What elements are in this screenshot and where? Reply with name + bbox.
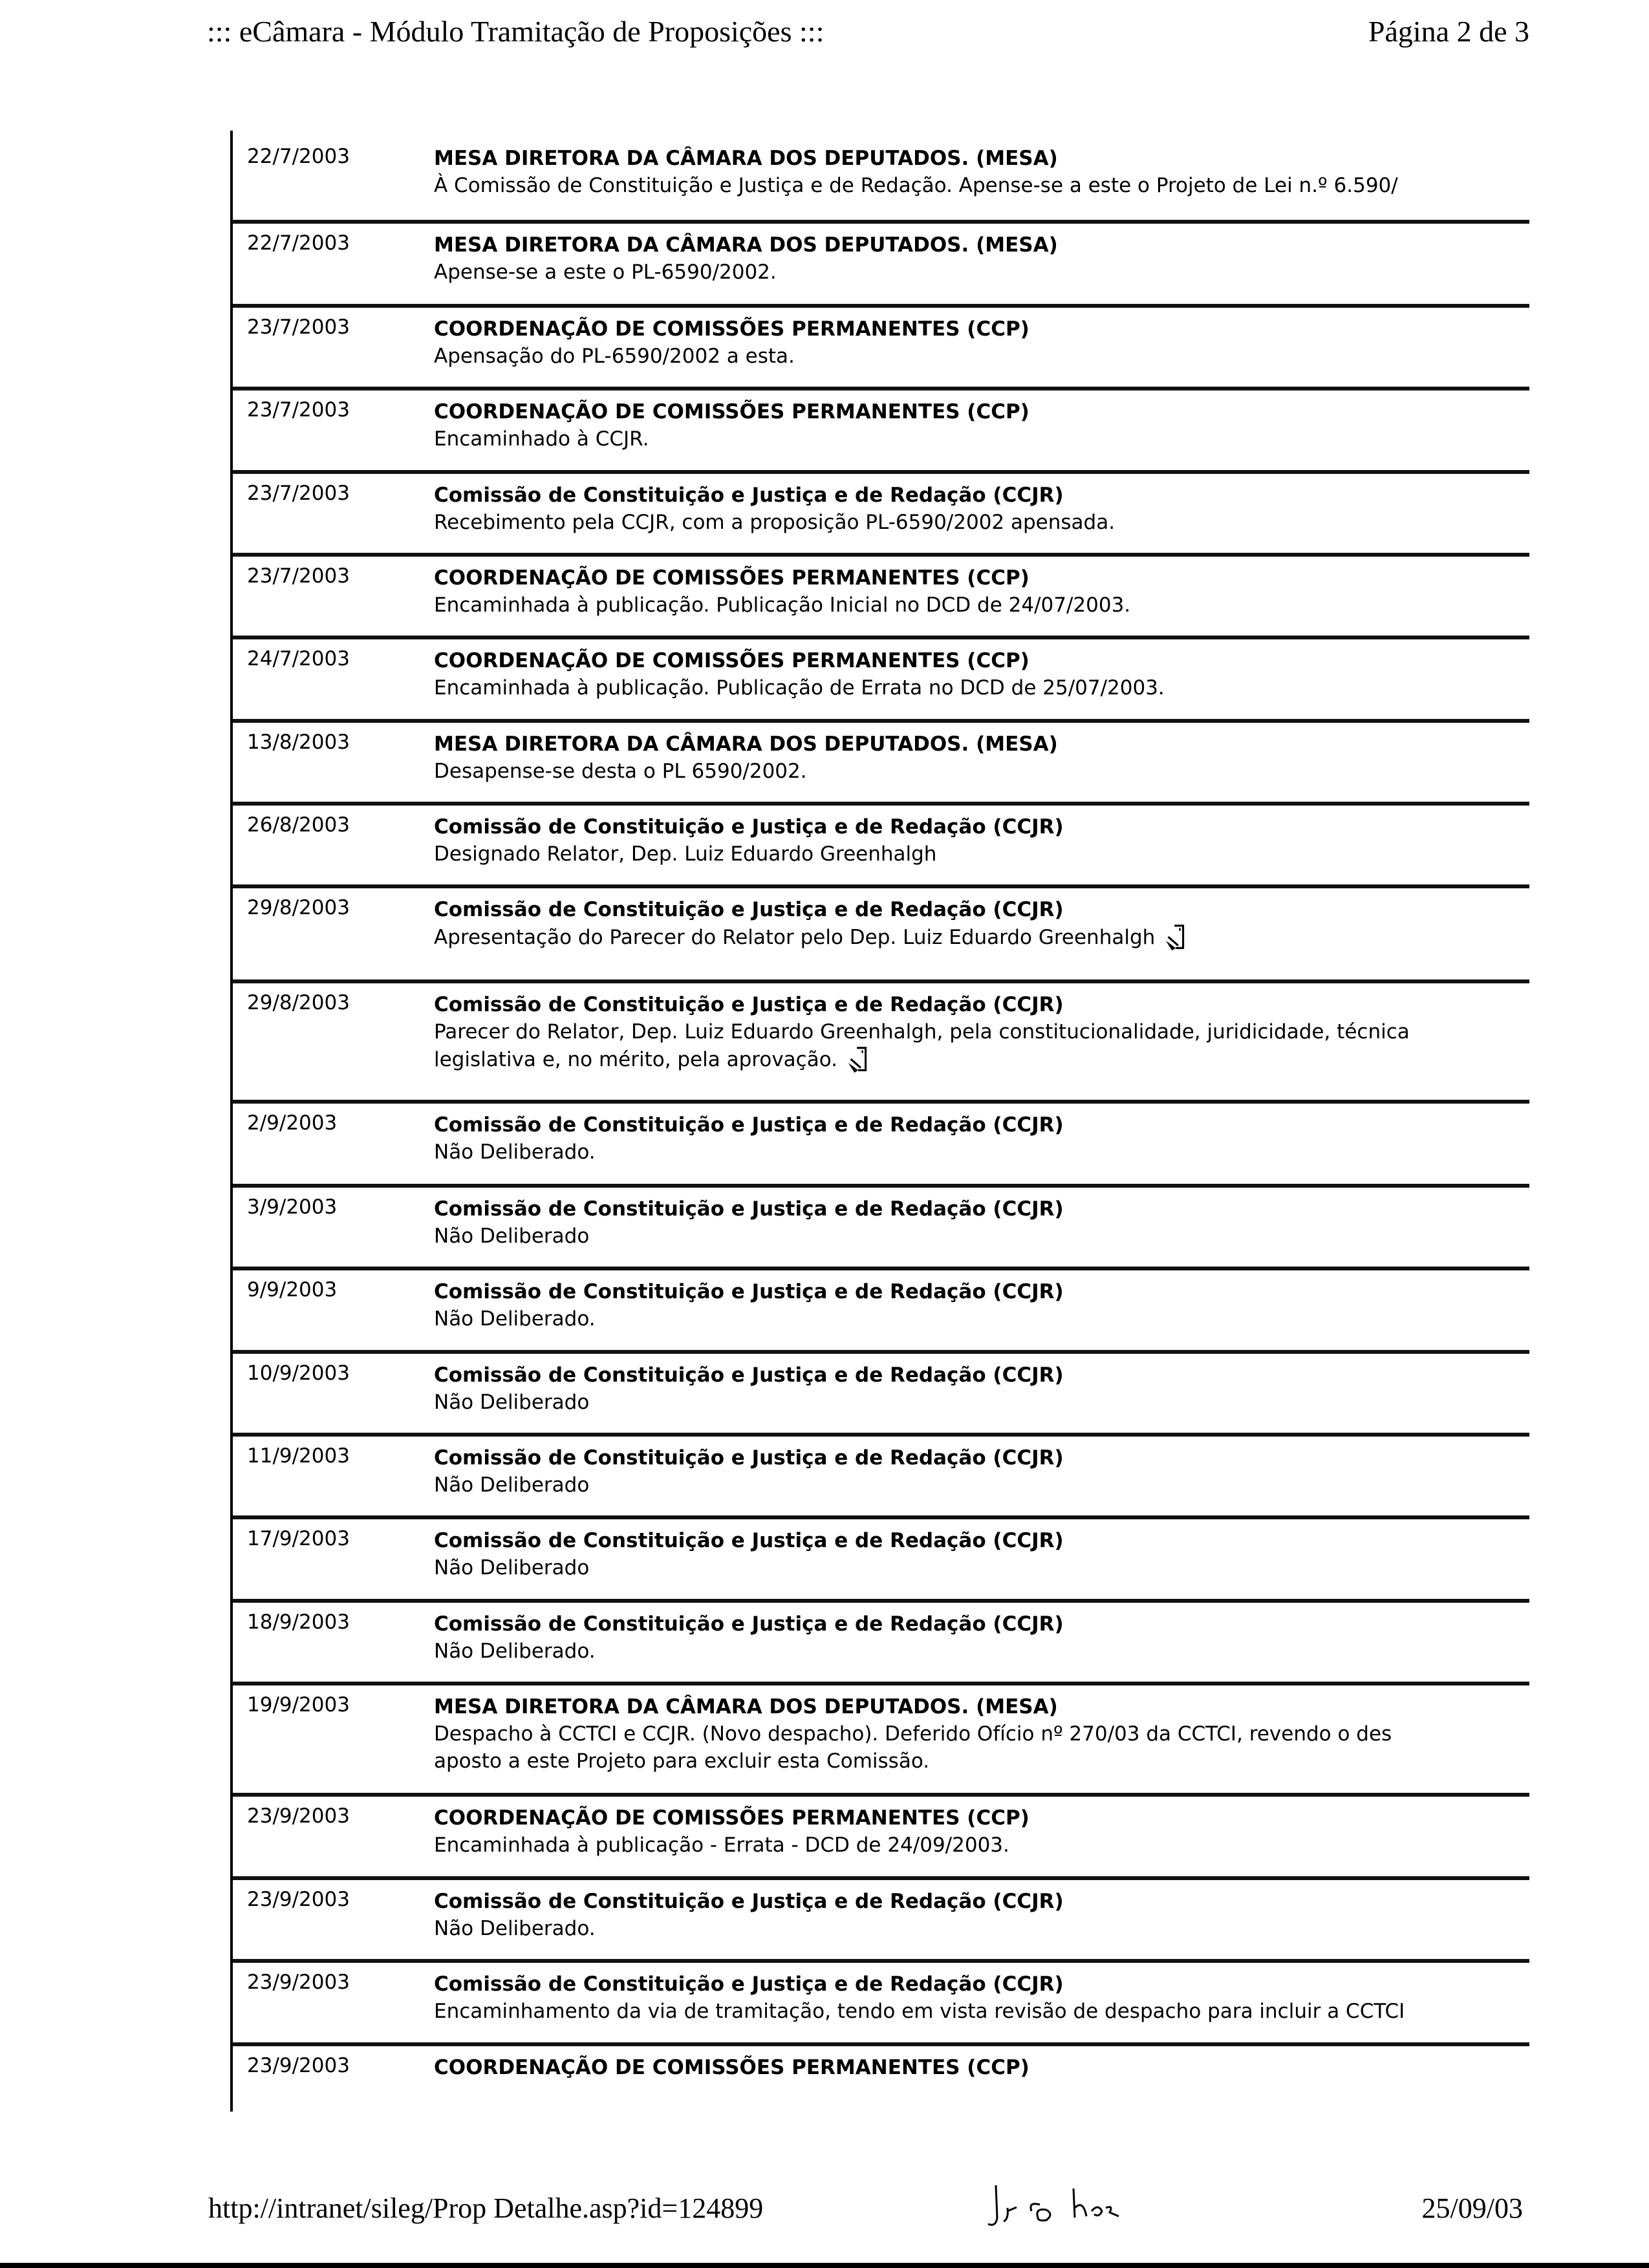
row-date: 23/7/2003 <box>247 398 350 422</box>
table-row <box>233 888 1529 983</box>
row-description <box>434 1638 1529 1665</box>
table-row <box>233 1437 1529 1519</box>
row-content <box>434 1195 1529 1250</box>
row-description <box>434 1471 1529 1499</box>
scan-edge <box>0 2263 1649 2268</box>
row-organ: Comissão de Constituição e Justiça e de Redação (CCJR) <box>434 1890 1064 1913</box>
row-content <box>434 1610 1529 1665</box>
row-description <box>434 1748 1529 1775</box>
row-organ: MESA DIRETORA DA CÂMARA DOS DEPUTADOS. (MESA) <box>434 733 1058 756</box>
row-organ: COORDENAÇÃO DE COMISSÕES PERMANENTES (CCP) <box>434 317 1029 341</box>
row-description-text: Não Deliberado <box>434 1473 590 1497</box>
row-date: 23/9/2003 <box>247 2054 350 2077</box>
row-date: 9/9/2003 <box>247 1278 338 1301</box>
row-description-text: Não Deliberado <box>434 1225 590 1248</box>
row-date: 13/8/2003 <box>247 731 350 754</box>
row-date: 29/8/2003 <box>247 991 350 1014</box>
row-description <box>434 1223 1529 1250</box>
row-organ: MESA DIRETORA DA CÂMARA DOS DEPUTADOS. (MESA) <box>434 1695 1058 1718</box>
row-description <box>434 172 1529 199</box>
row-organ: Comissão de Constituição e Justiça e de Redação (CCJR) <box>434 815 1064 839</box>
row-date: 24/7/2003 <box>247 647 350 670</box>
row-description-text: Designado Relator, Dep. Luiz Eduardo Greenhalgh <box>434 842 937 866</box>
row-organ: Comissão de Constituição e Justiça e de Redação (CCJR) <box>434 1446 1064 1470</box>
table-row <box>233 1519 1529 1603</box>
row-content <box>434 1888 1529 1942</box>
row-date: 29/8/2003 <box>247 896 350 919</box>
row-description-text: Desapense-se desta o PL 6590/2002. <box>434 760 807 783</box>
row-content <box>434 564 1529 619</box>
row-description <box>434 1389 1529 1416</box>
row-description <box>434 674 1529 701</box>
row-organ: Comissão de Constituição e Justiça e de Redação (CCJR) <box>434 1612 1064 1636</box>
row-organ: MESA DIRETORA DA CÂMARA DOS DEPUTADOS. (MESA) <box>434 147 1058 170</box>
table-row <box>233 639 1529 723</box>
table-row <box>233 2046 1529 2111</box>
row-description-text: Encaminhada à publicação. Publicação Inicial no DCD de 24/07/2003. <box>434 594 1131 617</box>
table-row <box>233 308 1529 390</box>
row-date: 22/7/2003 <box>247 231 350 255</box>
footer-date: 25/09/03 <box>1421 2192 1523 2224</box>
handwritten-note <box>970 2179 1138 2237</box>
row-description-text: Não Deliberado. <box>434 1917 596 1940</box>
row-description-text: legislativa e, no mérito, pela aprovação. <box>434 1048 837 1071</box>
row-organ: Comissão de Constituição e Justiça e de Redação (CCJR) <box>434 1364 1064 1387</box>
row-description <box>434 758 1529 785</box>
row-description-text: Não Deliberado. <box>434 1640 596 1663</box>
table-row <box>233 983 1529 1104</box>
footer-url: http://intranet/sileg/Prop Detalhe.asp?id=124899 <box>208 2192 764 2224</box>
row-organ: COORDENAÇÃO DE COMISSÕES PERMANENTES (CCP) <box>434 649 1029 672</box>
row-content <box>434 398 1529 453</box>
row-content <box>434 145 1529 199</box>
document-icon[interactable] <box>1164 923 1190 953</box>
row-organ: Comissão de Constituição e Justiça e de Redação (CCJR) <box>434 1529 1064 1552</box>
row-description <box>434 425 1529 453</box>
row-content <box>434 1444 1529 1499</box>
row-content <box>434 482 1529 536</box>
table-row <box>233 390 1529 474</box>
row-organ: Comissão de Constituição e Justiça e de Redação (CCJR) <box>434 484 1064 507</box>
row-content <box>434 1693 1529 1775</box>
row-organ: Comissão de Constituição e Justiça e de Redação (CCJR) <box>434 1973 1064 1996</box>
row-date: 3/9/2003 <box>247 1195 338 1219</box>
table-row <box>233 1354 1529 1437</box>
row-date: 23/7/2003 <box>247 482 350 505</box>
row-date: 17/9/2003 <box>247 1527 350 1550</box>
row-organ: Comissão de Constituição e Justiça e de Redação (CCJR) <box>434 993 1064 1016</box>
page-header-title: ::: eCâmara - Módulo Tramitação de Proposições ::: <box>207 15 824 48</box>
row-organ: COORDENAÇÃO DE COMISSÕES PERMANENTES (CCP) <box>434 566 1029 590</box>
row-date: 23/7/2003 <box>247 564 350 588</box>
row-description <box>434 259 1529 286</box>
row-date: 22/7/2003 <box>247 145 350 168</box>
row-description-text: Parecer do Relator, Dep. Luiz Eduardo Greenhalgh, pela constitucionalidade, juridicidade, técnica <box>434 1020 1410 1043</box>
row-date: 11/9/2003 <box>247 1444 350 1468</box>
row-content <box>434 1971 1529 2025</box>
row-content <box>434 647 1529 701</box>
table-row <box>233 137 1529 224</box>
row-date: 19/9/2003 <box>247 1693 350 1717</box>
row-content <box>434 231 1529 286</box>
table-row <box>233 557 1529 639</box>
row-description-text: Apensação do PL-6590/2002 a esta. <box>434 345 795 368</box>
table-row <box>233 1880 1529 1963</box>
row-organ: Comissão de Constituição e Justiça e de Redação (CCJR) <box>434 898 1064 921</box>
row-description <box>434 509 1529 536</box>
row-content <box>434 1278 1529 1332</box>
row-content <box>434 316 1529 370</box>
row-content <box>434 1527 1529 1581</box>
row-description-text: À Comissão de Constituição e Justiça e de Redação. Apense-se a este o Projeto de Lei n.º 6.590/ <box>434 174 1398 197</box>
row-content <box>434 2054 1529 2081</box>
row-date: 23/7/2003 <box>247 316 350 339</box>
row-organ: COORDENAÇÃO DE COMISSÕES PERMANENTES (CCP) <box>434 1806 1029 1830</box>
row-content <box>434 896 1529 953</box>
row-description-text: Apresentação do Parecer do Relator pelo Dep. Luiz Eduardo Greenhalgh <box>434 926 1156 949</box>
row-description <box>434 1720 1529 1748</box>
row-content <box>434 731 1529 785</box>
row-description-text: Despacho à CCTCI e CCJR. (Novo despacho). Deferido Ofício nº 270/03 da CCTCI, revendo o des <box>434 1722 1392 1746</box>
row-content <box>434 991 1529 1075</box>
row-date: 26/8/2003 <box>247 813 350 837</box>
row-description <box>434 923 1529 953</box>
tramitacao-table <box>233 137 1529 2111</box>
row-description-text: Apense-se a este o PL-6590/2002. <box>434 261 777 284</box>
table-row <box>233 1963 1529 2046</box>
table-row <box>233 1603 1529 1685</box>
page-number: Página 2 de 3 <box>1368 15 1529 48</box>
row-description <box>434 840 1529 868</box>
row-description-text: Não Deliberado <box>434 1556 590 1579</box>
row-description <box>434 1915 1529 1942</box>
row-organ: MESA DIRETORA DA CÂMARA DOS DEPUTADOS. (MESA) <box>434 233 1058 257</box>
row-description <box>434 1554 1529 1581</box>
row-date: 23/9/2003 <box>247 1888 350 1911</box>
row-organ: COORDENAÇÃO DE COMISSÕES PERMANENTES (CCP) <box>434 2056 1029 2079</box>
row-description-text: aposto a este Projeto para excluir esta Comissão. <box>434 1749 930 1773</box>
row-description <box>434 343 1529 370</box>
row-organ: COORDENAÇÃO DE COMISSÕES PERMANENTES (CCP) <box>434 400 1029 423</box>
row-description-text: Encaminhada à publicação - Errata - DCD de 24/09/2003. <box>434 1834 1009 1857</box>
row-date: 23/9/2003 <box>247 1804 350 1828</box>
row-organ: Comissão de Constituição e Justiça e de Redação (CCJR) <box>434 1197 1064 1221</box>
row-description-text: Encaminhada à publicação. Publicação de Errata no DCD de 25/07/2003. <box>434 676 1165 700</box>
row-content <box>434 1804 1529 1859</box>
row-date: 10/9/2003 <box>247 1362 350 1385</box>
document-icon[interactable] <box>846 1045 872 1075</box>
row-description-text: Recebimento pela CCJR, com a proposição PL-6590/2002 apensada. <box>434 511 1116 534</box>
row-description-text: Não Deliberado. <box>434 1307 596 1331</box>
row-description-text: Não Deliberado <box>434 1391 590 1414</box>
row-date: 2/9/2003 <box>247 1111 338 1135</box>
row-date: 23/9/2003 <box>247 1971 350 1994</box>
table-row <box>233 1685 1529 1797</box>
row-content <box>434 1111 1529 1166</box>
row-description <box>434 1998 1529 2025</box>
row-date: 18/9/2003 <box>247 1610 350 1634</box>
row-description <box>434 1305 1529 1332</box>
row-organ: Comissão de Constituição e Justiça e de Redação (CCJR) <box>434 1113 1064 1137</box>
table-row <box>233 806 1529 888</box>
table-row <box>233 1797 1529 1880</box>
row-description <box>434 592 1529 619</box>
row-description <box>434 1832 1529 1859</box>
table-row <box>233 1270 1529 1354</box>
row-description <box>434 1045 1529 1075</box>
row-description-text: Encaminhado à CCJR. <box>434 427 649 451</box>
table-row <box>233 1188 1529 1270</box>
row-content <box>434 813 1529 868</box>
row-organ: Comissão de Constituição e Justiça e de Redação (CCJR) <box>434 1280 1064 1303</box>
row-description <box>434 1139 1529 1166</box>
row-description-text: Encaminhamento da via de tramitação, tendo em vista revisão de despacho para incluir a CCTCI <box>434 2000 1405 2023</box>
row-description <box>434 1018 1529 1045</box>
row-content <box>434 1362 1529 1416</box>
row-description-text: Não Deliberado. <box>434 1140 596 1164</box>
table-row <box>233 1104 1529 1188</box>
table-row <box>233 474 1529 557</box>
table-row <box>233 723 1529 806</box>
table-row <box>233 224 1529 308</box>
